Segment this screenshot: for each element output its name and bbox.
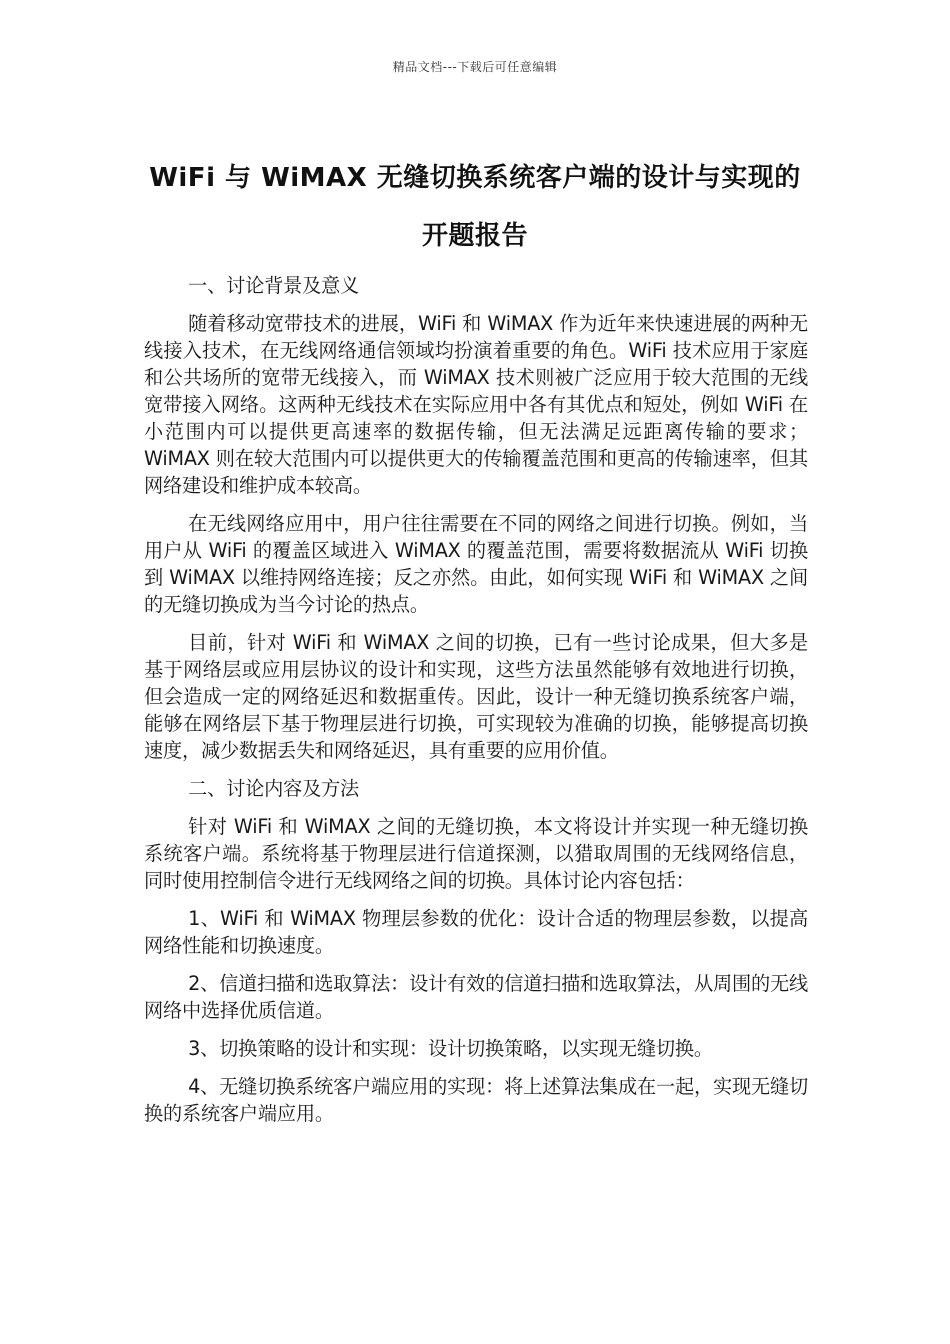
list-item-3: 3、切换策略的设计和实现：设计切换策略，以实现无缝切换。 [188,1037,713,1060]
paragraph-background-1: 随着移动宽带技术的进展，WiFi 和 WiMAX 作为近年来快速进展的两种无线接入技术，在无线网络通信领域均扮演着重要的角色。WiFi 技术应用于家庭和公共场所的宽带无线接入，而 WiMAX 技术则被广泛应用于较大范围的无线宽带接入网络。这两种无线技术在实际应用中各有其优点和短处，例如 WiFi 在小范围内可以提供更高速率的数据传输，但无法满足远距离传输的要求；WiMAX 则在较大范围内可以提供更大的传输覆盖范围和更高的传输速率，但其网络建设和维护成本较高。 [144,312,808,497]
section-heading-background: 一、讨论背景及意义 [188,274,360,297]
list-item-2: 2、信道扫描和选取算法：设计有效的信道扫描和选取算法，从周围的无线网络中选择优质信道。 [144,972,808,1022]
paragraph-content-intro: 针对 WiFi 和 WiMAX 之间的无缝切换，本文将设计并实现一种无缝切换系统客户端。系统将基于物理层进行信道探测，以猎取周围的无线网络信息，同时使用控制信令进行无线网络之间的切换。具体讨论内容包括： [144,815,808,892]
paragraph-background-3: 目前，针对 WiFi 和 WiMAX 之间的切换，已有一些讨论成果，但大多是基于网络层或应用层协议的设计和实现，这些方法虽然能够有效地进行切换，但会造成一定的网络延迟和数据重传。因此，设计一种无缝切换系统客户端，能够在网络层下基于物理层进行切换，可实现较为准确的切换，能够提高切换速度，减少数据丢失和网络延迟，具有重要的应用价值。 [144,631,808,762]
title-line-2: 开题报告 [421,221,528,252]
paragraph-background-2: 在无线网络应用中，用户往往需要在不同的网络之间进行切换。例如，当用户从 WiFi 的覆盖区域进入 WiMAX 的覆盖范围，需要将数据流从 WiFi 切换到 WiMAX 以维持网络连接；反之亦然。由此，如何实现 WiFi 和 WiMAX 之间的无缝切换成为当今讨论的热点。 [144,512,808,616]
document-body [144,272,808,1138]
list-item-1: 1、WiFi 和 WiMAX 物理层参数的优化：设计合适的物理层参数，以提高网络性能和切换速度。 [144,907,808,957]
section-heading-content: 二、讨论内容及方法 [188,777,360,800]
page-header-note: 精品文档---下载后可任意编辑 [392,60,558,74]
document-title [120,149,830,265]
title-line-1: WiFi 与 WiMAX 无缝切换系统客户端的设计与实现的 [149,163,801,194]
list-item-4: 4、无缝切换系统客户端应用的实现：将上述算法集成在一起，实现无缝切换的系统客户端应用。 [144,1075,808,1125]
